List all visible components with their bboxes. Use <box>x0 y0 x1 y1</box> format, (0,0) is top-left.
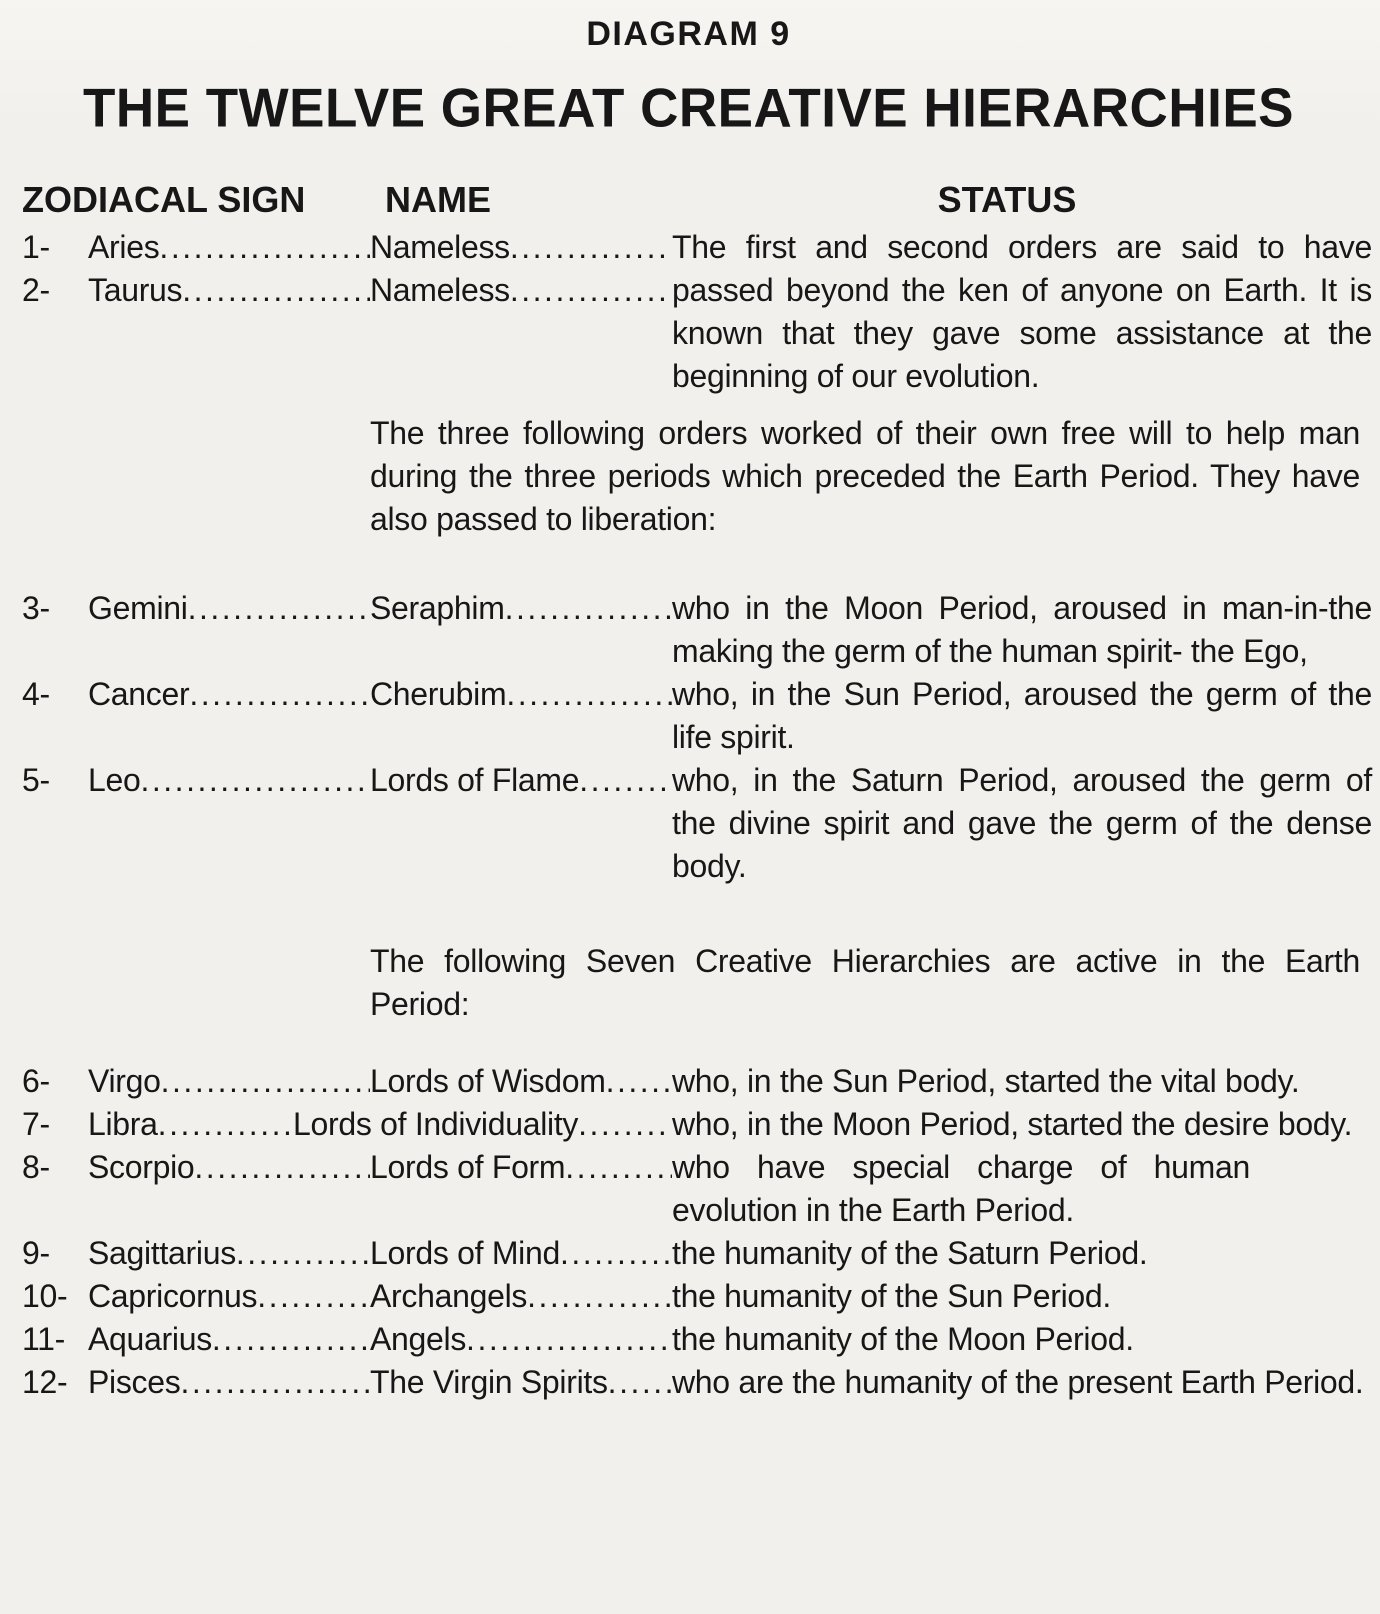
table-row <box>22 587 1372 673</box>
table-row <box>22 1232 1355 1275</box>
dot-leader <box>608 1361 672 1404</box>
dot-leader <box>182 269 370 312</box>
hierarchy-name: Nameless <box>370 229 510 265</box>
dot-leader <box>510 226 672 269</box>
table-row <box>22 1318 1355 1361</box>
column-header-zodiacal-sign: ZODIACAL SIGN <box>22 179 306 220</box>
table-row <box>22 1361 1364 1404</box>
intro-paragraph-1: The three following orders worked of their own free will to help man during the three periods which preceded the Earth Period. They have also passed to liberation: <box>370 415 1360 537</box>
table-row <box>22 1275 1355 1318</box>
dot-leader <box>194 1146 370 1189</box>
row-number: 6- <box>22 1063 50 1099</box>
zodiacal-sign: Pisces <box>88 1364 181 1400</box>
row-number: 3- <box>22 590 50 626</box>
status-text: who, in the Sun Period, started the vital body. <box>672 1063 1300 1099</box>
status-text: the humanity of the Saturn Period. <box>672 1235 1148 1271</box>
hierarchy-name: Lords of Mind <box>370 1235 560 1271</box>
zodiacal-sign: Gemini <box>88 590 188 626</box>
dot-leader <box>161 1060 370 1103</box>
table-row <box>22 673 1372 759</box>
hierarchy-name: Angels <box>370 1321 467 1357</box>
status-text: the humanity of the Sun Period. <box>672 1278 1111 1314</box>
hierarchy-name: The Virgin Spirits <box>370 1364 608 1400</box>
diagram-label: DIAGRAM 9 <box>586 15 791 53</box>
zodiacal-sign: Leo <box>88 762 141 798</box>
status-text: The first and second orders are said to have passed beyond the ken of anyone on Earth. It is known that they gave some assistance at the beginning of our evolution. <box>672 229 1372 394</box>
hierarchy-name: Lords of Individuality <box>293 1106 579 1142</box>
dot-leader <box>188 587 370 630</box>
column-header-status: STATUS <box>937 179 1077 220</box>
dot-leader <box>527 1275 672 1318</box>
status-text: who are the humanity of the present Earth Period. <box>672 1364 1364 1400</box>
hierarchy-name: Nameless <box>370 272 510 308</box>
table-row <box>22 1146 1355 1232</box>
table-body <box>22 226 1372 1404</box>
row-number: 5- <box>22 762 50 798</box>
table-row <box>22 269 672 312</box>
dot-leader <box>506 673 672 716</box>
table-row <box>22 226 672 269</box>
zodiacal-sign: Aquarius <box>88 1321 212 1357</box>
column-header-name: NAME <box>385 179 491 220</box>
hierarchy-name: Cherubim <box>370 676 507 712</box>
dot-leader <box>159 226 370 269</box>
status-text: who, in the Saturn Period, aroused the germ of the divine spirit and gave the germ of the dense body. <box>672 762 1372 884</box>
table-row <box>22 1103 1355 1146</box>
table-header <box>22 178 1355 222</box>
table-row <box>22 759 1372 888</box>
row-number: 12- <box>22 1364 68 1400</box>
dot-leader <box>565 1146 672 1189</box>
status-text: the humanity of the Moon Period. <box>672 1321 1134 1357</box>
rows-1-2-left <box>22 226 672 312</box>
dot-leader <box>505 587 672 630</box>
row-number: 9- <box>22 1235 50 1271</box>
row-number: 7- <box>22 1106 50 1142</box>
table-row-group-aries-taurus <box>22 226 1372 398</box>
dot-leader <box>579 759 672 802</box>
hierarchy-name: Lords of Form <box>370 1149 566 1185</box>
status-text: who, in the Moon Period, started the desire body. <box>672 1106 1353 1142</box>
row-number: 4- <box>22 676 50 712</box>
row-number: 2- <box>22 272 50 308</box>
dot-leader <box>560 1232 672 1275</box>
zodiacal-sign: Aries <box>88 229 160 265</box>
status-text: who have special charge of human evolution in the Earth Period. <box>672 1149 1250 1228</box>
dot-leader <box>510 269 672 312</box>
zodiacal-sign: Libra <box>88 1106 158 1142</box>
dot-leader <box>466 1318 672 1361</box>
dot-leader <box>578 1103 672 1146</box>
zodiacal-sign: Taurus <box>88 272 183 308</box>
hierarchy-name: Seraphim <box>370 590 505 626</box>
dot-leader <box>236 1232 370 1275</box>
dot-leader <box>180 1361 370 1404</box>
zodiacal-sign: Cancer <box>88 676 190 712</box>
status-text: who in the Moon Period, aroused in man-in-the making the germ of the human spirit- the Ego, <box>672 590 1372 669</box>
row-number: 1- <box>22 229 50 265</box>
zodiacal-sign: Virgo <box>88 1063 161 1099</box>
table-row <box>22 1060 1355 1103</box>
zodiacal-sign: Capricornus <box>88 1278 258 1314</box>
dot-leader <box>141 759 371 802</box>
intro-paragraph-2: The following Seven Creative Hierarchies are active in the Earth Period: <box>370 943 1360 1022</box>
row-number: 10- <box>22 1278 68 1314</box>
zodiacal-sign: Scorpio <box>88 1149 195 1185</box>
hierarchy-name: Lords of Wisdom <box>370 1063 606 1099</box>
row-number: 11- <box>22 1321 65 1357</box>
dot-leader <box>212 1318 370 1361</box>
hierarchy-name: Archangels <box>370 1278 528 1314</box>
status-text: who, in the Sun Period, aroused the germ of the life spirit. <box>672 676 1372 755</box>
dot-leader <box>257 1275 370 1318</box>
row-number: 8- <box>22 1149 50 1185</box>
dot-leader <box>158 1103 293 1146</box>
dot-leader <box>606 1060 672 1103</box>
hierarchy-name: Lords of Flame <box>370 762 580 798</box>
dot-leader <box>189 673 370 716</box>
page-title: THE TWELVE GREAT CREATIVE HIERARCHIES <box>82 77 1295 140</box>
zodiacal-sign: Sagittarius <box>88 1235 236 1271</box>
